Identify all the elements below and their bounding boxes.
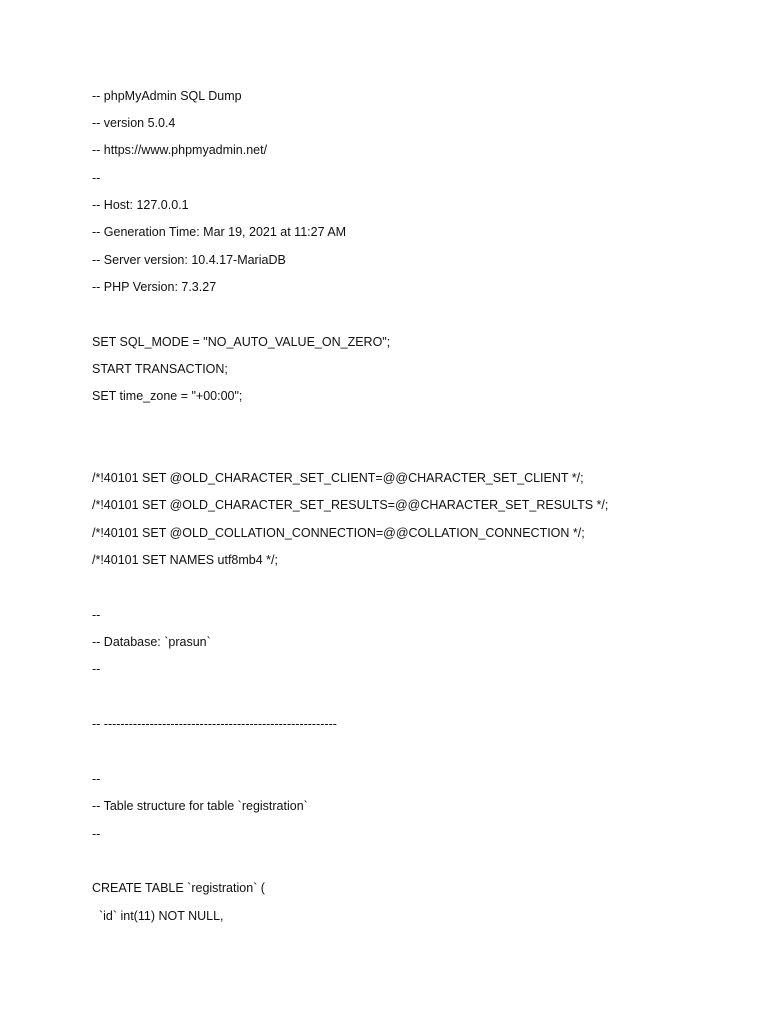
sql-comment-url: -- https://www.phpmyadmin.net/ bbox=[92, 143, 268, 157]
sql-comment-rule: -- -------------------------------------------------------- bbox=[92, 717, 337, 731]
sql-comment-separator: -- bbox=[92, 662, 101, 676]
sql-comment-separator: -- bbox=[92, 171, 101, 185]
sql-comment-header: -- phpMyAdmin SQL Dump bbox=[92, 89, 242, 103]
sql-statement-start-transaction: START TRANSACTION; bbox=[92, 362, 228, 376]
sql-column-definition-id: `id` int(11) NOT NULL, bbox=[92, 909, 224, 923]
sql-comment-separator: -- bbox=[92, 827, 101, 841]
sql-comment-separator: -- bbox=[92, 772, 101, 786]
sql-comment-version: -- version 5.0.4 bbox=[92, 116, 176, 130]
sql-comment-php-version: -- PHP Version: 7.3.27 bbox=[92, 280, 217, 294]
sql-directive-character-set-client: /*!40101 SET @OLD_CHARACTER_SET_CLIENT=@@CHARACTER_SET_CLIENT */; bbox=[92, 471, 584, 485]
sql-directive-collation-connection: /*!40101 SET @OLD_COLLATION_CONNECTION=@@COLLATION_CONNECTION */; bbox=[92, 526, 585, 540]
sql-statement-sql-mode: SET SQL_MODE = "NO_AUTO_VALUE_ON_ZERO"; bbox=[92, 335, 391, 349]
sql-comment-server-version: -- Server version: 10.4.17-MariaDB bbox=[92, 253, 286, 267]
sql-comment-table-structure: -- Table structure for table `registration` bbox=[92, 799, 308, 813]
sql-directive-character-set-results: /*!40101 SET @OLD_CHARACTER_SET_RESULTS=@@CHARACTER_SET_RESULTS */; bbox=[92, 498, 609, 512]
sql-comment-separator: -- bbox=[92, 608, 101, 622]
sql-statement-time-zone: SET time_zone = "+00:00"; bbox=[92, 389, 243, 403]
sql-comment-generation-time: -- Generation Time: Mar 19, 2021 at 11:27 AM bbox=[92, 225, 347, 239]
sql-comment-host: -- Host: 127.0.0.1 bbox=[92, 198, 189, 212]
sql-directive-set-names: /*!40101 SET NAMES utf8mb4 */; bbox=[92, 553, 278, 567]
sql-statement-create-table: CREATE TABLE `registration` ( bbox=[92, 881, 265, 895]
sql-comment-database: -- Database: `prasun` bbox=[92, 635, 211, 649]
